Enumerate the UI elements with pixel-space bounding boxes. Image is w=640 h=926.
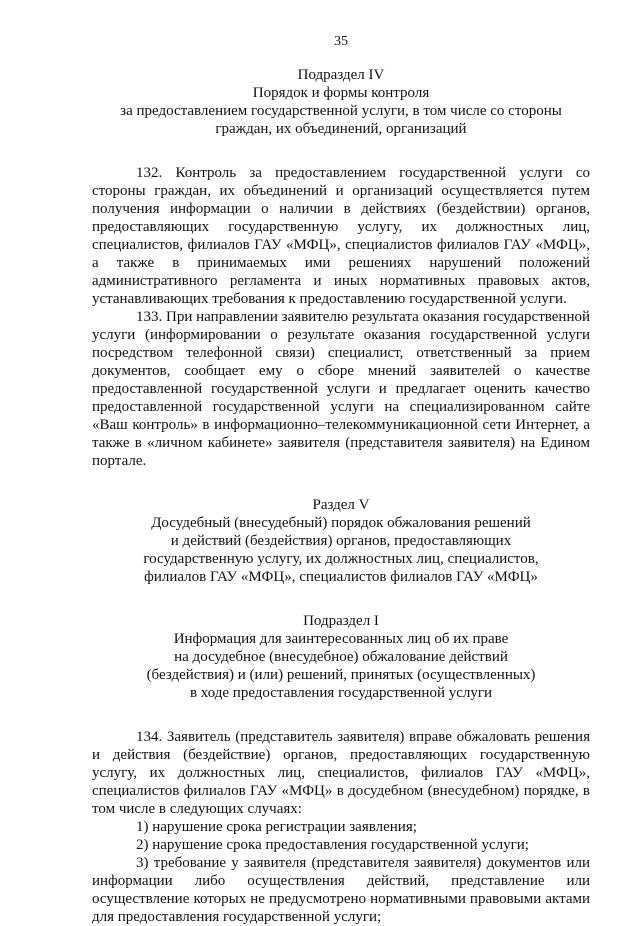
subsection-i-heading <box>92 612 590 702</box>
paragraph-132: 132. Контроль за предоставлением государственной услуги со стороны граждан, их объединений и организаций осуществляется путем получения информации о наличии в действиях (бездействии) органов, предоставляющих государственную услугу, их должностных лиц, специалистов, филиалов ГАУ «МФЦ», специалистов филиалов ГАУ «МФЦ», а также в принимаемых ими решениях нарушений положений административного регламента и иных нормативных правовых актов, устанавливающих требования к предоставлению государственной услуги. <box>92 165 590 307</box>
subsection-i-heading-line: в ходе предоставления государственной услуги <box>189 685 493 701</box>
subsection-i-title: Подраздел I <box>303 613 379 629</box>
subsection-iv-heading-line: граждан, их объединений, организаций <box>215 121 467 137</box>
list-item: 2) нарушение срока предоставления государственной услуги; <box>136 837 529 853</box>
subsection-iv-heading-line: за предоставлением государственной услуги, в том числе со стороны <box>120 103 562 119</box>
section-v-heading-line: Досудебный (внесудебный) порядок обжалования решений <box>151 515 531 531</box>
paragraph-134: 134. Заявитель (представитель заявителя) вправе обжаловать решения и действия (бездействие) органов, предоставляющих государственную услугу, их должностных лиц, специалистов, филиалов ГАУ «МФЦ», специалистов филиалов ГАУ «МФЦ» в досудебном (внесудебном) порядке, в том числе в следующих случаях: <box>92 729 590 817</box>
section-v-heading <box>92 496 590 586</box>
page-number: 35 <box>334 34 348 49</box>
section-v-heading-line: филиалов ГАУ «МФЦ», специалистов филиалов ГАУ «МФЦ» <box>144 569 538 585</box>
list-item: 1) нарушение срока регистрации заявления; <box>136 819 417 835</box>
subsection-i-heading-line: (бездействия) и (или) решений, принятых (осуществленных) <box>146 667 536 683</box>
section-v-heading-line: государственную услугу, их должностных лиц, специалистов, <box>143 551 539 567</box>
subsection-i-heading-line: Информация для заинтересованных лиц об их праве <box>173 631 509 647</box>
subsection-iv-title: Подраздел IV <box>297 67 385 83</box>
section-v-title: Раздел V <box>312 497 370 513</box>
paragraph-133: 133. При направлении заявителю результата оказания государственной услуги (информировании о результате оказания государственной услуги посредством телефонной связи) специалист, ответственный за прием документов, сообщает ему о сборе мнений заявителей о качестве предоставленной государственной услуги и предлагает оценить качество предоставленной государственной услуги на специализированном сайте «Ваш контроль» в информационно–телекоммуникационной сети Интернет, а также в «личном кабинете» заявителя (представителя заявителя) на Едином портале. <box>92 309 590 469</box>
subsection-iv-heading-line: Порядок и формы контроля <box>252 85 430 101</box>
subsection-iv-heading <box>92 66 590 138</box>
subsection-i-heading-line: на досудебное (внесудебное) обжалование действий <box>174 649 508 665</box>
list-item: 3) требование у заявителя (представителя заявителя) документов или информации либо осуществления действий, представление или осуществление которых не предусмотрено нормативными правовыми актами для предоставления государственной услуги; <box>92 855 590 925</box>
section-v-heading-line: и действий (бездействия) органов, предоставляющих <box>170 533 512 549</box>
